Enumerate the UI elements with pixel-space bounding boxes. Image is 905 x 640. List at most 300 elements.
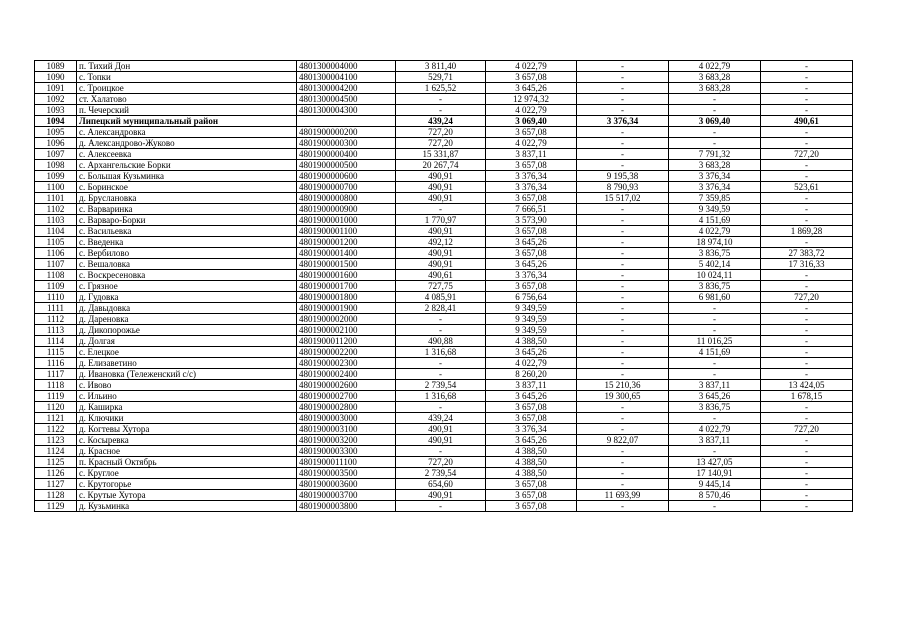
table-row	[35, 270, 853, 281]
value-col-5: -	[761, 127, 853, 138]
row-number: 1126	[35, 468, 77, 479]
value-col-3: -	[577, 204, 669, 215]
value-col-5: -	[761, 204, 853, 215]
table-row	[35, 325, 853, 336]
settlement-name: с. Варваро-Борки	[77, 215, 297, 226]
settlement-name: д. Красное	[77, 446, 297, 457]
table-row	[35, 259, 853, 270]
row-number: 1094	[35, 116, 77, 127]
value-col-3: -	[577, 479, 669, 490]
oktmo-code: 4801900003600	[297, 479, 396, 490]
value-col-3: -	[577, 248, 669, 259]
value-col-4: 7 359,85	[669, 193, 761, 204]
value-col-5: -	[761, 402, 853, 413]
oktmo-code: 4801900002300	[297, 358, 396, 369]
value-col-4: 5 402,14	[669, 259, 761, 270]
settlement-name: с. Боринское	[77, 182, 297, 193]
value-col-4: 9 445,14	[669, 479, 761, 490]
value-col-3: -	[577, 149, 669, 160]
table-row	[35, 215, 853, 226]
row-number: 1118	[35, 380, 77, 391]
value-col-4: 11 016,25	[669, 336, 761, 347]
oktmo-code: 4801300004300	[297, 105, 396, 116]
value-col-2: 4 388,50	[486, 446, 577, 457]
table-row	[35, 347, 853, 358]
value-col-5: -	[761, 61, 853, 72]
value-col-3: -	[577, 61, 669, 72]
value-col-1: -	[396, 402, 486, 413]
oktmo-code: 4801900001500	[297, 259, 396, 270]
value-col-1: 490,91	[396, 171, 486, 182]
value-col-5: -	[761, 303, 853, 314]
value-col-3: -	[577, 127, 669, 138]
value-col-2: 3 376,34	[486, 171, 577, 182]
value-col-3: -	[577, 424, 669, 435]
value-col-2: 3 645,26	[486, 237, 577, 248]
data-sheet	[34, 60, 853, 512]
value-col-4: 3 836,75	[669, 402, 761, 413]
row-number: 1092	[35, 94, 77, 105]
value-col-3: -	[577, 292, 669, 303]
value-col-1: 1 316,68	[396, 391, 486, 402]
value-col-3: -	[577, 281, 669, 292]
value-col-5: 1 869,28	[761, 226, 853, 237]
value-col-5: -	[761, 105, 853, 116]
oktmo-code: 4801900000400	[297, 149, 396, 160]
table-row	[35, 303, 853, 314]
settlement-name: с. Васильевка	[77, 226, 297, 237]
value-col-1: 490,91	[396, 226, 486, 237]
table-row	[35, 292, 853, 303]
table-row	[35, 380, 853, 391]
value-col-1: 727,20	[396, 457, 486, 468]
row-number: 1107	[35, 259, 77, 270]
value-col-3: 19 300,65	[577, 391, 669, 402]
oktmo-code: 4801900002800	[297, 402, 396, 413]
value-col-2: 3 376,34	[486, 182, 577, 193]
value-col-1: 439,24	[396, 413, 486, 424]
value-col-2: 12 974,32	[486, 94, 577, 105]
value-col-1: -	[396, 501, 486, 512]
value-col-2: 7 666,51	[486, 204, 577, 215]
value-col-2: 3 657,08	[486, 413, 577, 424]
row-number: 1112	[35, 314, 77, 325]
value-col-1: 490,91	[396, 490, 486, 501]
value-col-1: 490,91	[396, 193, 486, 204]
value-col-2: 8 260,20	[486, 369, 577, 380]
table-row	[35, 171, 853, 182]
value-col-4: 4 151,69	[669, 347, 761, 358]
table-row	[35, 391, 853, 402]
value-col-3: -	[577, 237, 669, 248]
value-col-3: 9 195,38	[577, 171, 669, 182]
table-row	[35, 446, 853, 457]
value-col-4: -	[669, 138, 761, 149]
settlement-name: с. Круглое	[77, 468, 297, 479]
settlement-name: с. Варваринка	[77, 204, 297, 215]
value-col-4: -	[669, 446, 761, 457]
row-number: 1123	[35, 435, 77, 446]
value-col-5: -	[761, 413, 853, 424]
table-row	[35, 490, 853, 501]
value-col-5: -	[761, 457, 853, 468]
value-col-5: -	[761, 83, 853, 94]
value-col-5: -	[761, 435, 853, 446]
value-col-3: 15 210,36	[577, 380, 669, 391]
settlement-name: с. Большая Кузьминка	[77, 171, 297, 182]
row-number: 1121	[35, 413, 77, 424]
value-col-4: 3 376,34	[669, 171, 761, 182]
value-col-4: 9 349,59	[669, 204, 761, 215]
value-col-2: 3 657,08	[486, 193, 577, 204]
settlement-name: с. Крутогорье	[77, 479, 297, 490]
settlement-name: ст. Халатово	[77, 94, 297, 105]
oktmo-code: 4801900002100	[297, 325, 396, 336]
row-number: 1098	[35, 160, 77, 171]
value-col-5: -	[761, 94, 853, 105]
settlement-name: п. Тихий Дон	[77, 61, 297, 72]
oktmo-code: 4801900001100	[297, 226, 396, 237]
value-col-5: -	[761, 237, 853, 248]
value-col-4: 3 836,75	[669, 248, 761, 259]
value-col-2: 3 069,40	[486, 116, 577, 127]
value-col-4: 3 683,28	[669, 72, 761, 83]
value-col-3: -	[577, 105, 669, 116]
value-col-3: -	[577, 358, 669, 369]
row-number: 1117	[35, 369, 77, 380]
value-col-4: 17 140,91	[669, 468, 761, 479]
value-col-4: 3 376,34	[669, 182, 761, 193]
value-col-2: 3 837,11	[486, 149, 577, 160]
settlement-name: д. Гудовка	[77, 292, 297, 303]
value-col-2: 4 022,79	[486, 105, 577, 116]
value-col-1: 1 625,52	[396, 83, 486, 94]
settlement-name: с. Топки	[77, 72, 297, 83]
value-col-3: -	[577, 94, 669, 105]
value-col-5: -	[761, 281, 853, 292]
value-col-5: -	[761, 138, 853, 149]
value-col-5: 727,20	[761, 292, 853, 303]
value-col-3: -	[577, 270, 669, 281]
row-number: 1111	[35, 303, 77, 314]
value-col-4: 4 022,79	[669, 226, 761, 237]
oktmo-code: 4801900001900	[297, 303, 396, 314]
settlement-name: д. Дикопорожье	[77, 325, 297, 336]
settlement-name: с. Троицкое	[77, 83, 297, 94]
oktmo-code: 4801900001000	[297, 215, 396, 226]
table-row	[35, 94, 853, 105]
value-col-2: 4 022,79	[486, 358, 577, 369]
settlement-name: д. Каширка	[77, 402, 297, 413]
table-row	[35, 435, 853, 446]
value-col-2: 3 657,08	[486, 160, 577, 171]
row-number: 1090	[35, 72, 77, 83]
value-col-5: 490,61	[761, 116, 853, 127]
settlement-name: с. Воскресеновка	[77, 270, 297, 281]
value-col-5: -	[761, 270, 853, 281]
settlement-name: с. Архангельские Борки	[77, 160, 297, 171]
table-row	[35, 281, 853, 292]
value-col-1: 490,88	[396, 336, 486, 347]
value-col-1: 4 085,91	[396, 292, 486, 303]
value-col-1: 727,20	[396, 127, 486, 138]
table-row	[35, 61, 853, 72]
row-number: 1106	[35, 248, 77, 259]
value-col-1: 1 316,68	[396, 347, 486, 358]
table-row	[35, 182, 853, 193]
value-col-4: 3 645,26	[669, 391, 761, 402]
value-col-4: -	[669, 105, 761, 116]
value-col-3: -	[577, 83, 669, 94]
value-col-5: -	[761, 171, 853, 182]
row-number: 1096	[35, 138, 77, 149]
value-col-4: -	[669, 358, 761, 369]
value-col-4: 3 837,11	[669, 435, 761, 446]
value-col-1: -	[396, 369, 486, 380]
value-col-5: -	[761, 314, 853, 325]
row-number: 1120	[35, 402, 77, 413]
value-col-2: 6 756,64	[486, 292, 577, 303]
settlement-name: с. Косыревка	[77, 435, 297, 446]
settlement-name: с. Александровка	[77, 127, 297, 138]
row-number: 1103	[35, 215, 77, 226]
table-row	[35, 105, 853, 116]
value-col-5: -	[761, 501, 853, 512]
oktmo-code: 4801900002000	[297, 314, 396, 325]
settlement-name: д. Ивановка (Тележенский с/с)	[77, 369, 297, 380]
value-col-1: 490,61	[396, 270, 486, 281]
settlement-name: с. Ильино	[77, 391, 297, 402]
value-col-4: -	[669, 369, 761, 380]
value-col-4: 3 069,40	[669, 116, 761, 127]
value-col-3: -	[577, 72, 669, 83]
value-col-3: -	[577, 160, 669, 171]
value-col-4: 10 024,11	[669, 270, 761, 281]
value-col-1: -	[396, 105, 486, 116]
table-row	[35, 369, 853, 380]
value-col-4: -	[669, 94, 761, 105]
value-col-3: -	[577, 468, 669, 479]
value-col-4: -	[669, 325, 761, 336]
oktmo-code: 4801900000600	[297, 171, 396, 182]
settlement-name: д. Когтевы Хутора	[77, 424, 297, 435]
oktmo-code: 4801900000900	[297, 204, 396, 215]
table-body	[35, 61, 853, 512]
settlement-name: с. Крутые Хутора	[77, 490, 297, 501]
table-row	[35, 138, 853, 149]
value-col-4: 13 427,05	[669, 457, 761, 468]
value-col-5: -	[761, 336, 853, 347]
settlement-name: с. Введенка	[77, 237, 297, 248]
value-col-4: 18 974,10	[669, 237, 761, 248]
value-col-5: -	[761, 347, 853, 358]
value-col-3: 3 376,34	[577, 116, 669, 127]
table-row	[35, 457, 853, 468]
value-col-4: 7 791,32	[669, 149, 761, 160]
value-col-5: 17 316,33	[761, 259, 853, 270]
value-col-5: -	[761, 479, 853, 490]
value-col-4: 4 022,79	[669, 61, 761, 72]
value-col-4: -	[669, 303, 761, 314]
tariff-table	[34, 60, 853, 512]
value-col-3: -	[577, 325, 669, 336]
value-col-3: -	[577, 446, 669, 457]
value-col-5: 13 424,05	[761, 380, 853, 391]
row-number: 1116	[35, 358, 77, 369]
value-col-3: -	[577, 413, 669, 424]
value-col-5: 727,20	[761, 424, 853, 435]
value-col-1: 529,71	[396, 72, 486, 83]
oktmo-code: 4801900002400	[297, 369, 396, 380]
row-number: 1105	[35, 237, 77, 248]
oktmo-code: 4801900000700	[297, 182, 396, 193]
table-row	[35, 83, 853, 94]
table-row	[35, 336, 853, 347]
row-number: 1102	[35, 204, 77, 215]
value-col-5: 727,20	[761, 149, 853, 160]
table-row	[35, 424, 853, 435]
table-row	[35, 72, 853, 83]
settlement-name: с. Грязное	[77, 281, 297, 292]
table-row	[35, 226, 853, 237]
table-row	[35, 479, 853, 490]
value-col-1: 727,75	[396, 281, 486, 292]
value-col-1: 3 811,40	[396, 61, 486, 72]
value-col-1: 2 739,54	[396, 380, 486, 391]
value-col-3: -	[577, 314, 669, 325]
value-col-2: 3 657,08	[486, 501, 577, 512]
value-col-4: 4 022,79	[669, 424, 761, 435]
value-col-5: 27 383,72	[761, 248, 853, 259]
row-number: 1119	[35, 391, 77, 402]
value-col-4: -	[669, 314, 761, 325]
row-number: 1095	[35, 127, 77, 138]
oktmo-code: 4801900003100	[297, 424, 396, 435]
value-col-3: 8 790,93	[577, 182, 669, 193]
value-col-2: 3 657,08	[486, 490, 577, 501]
row-number: 1125	[35, 457, 77, 468]
row-number: 1089	[35, 61, 77, 72]
value-col-1: 15 331,87	[396, 149, 486, 160]
value-col-4: 3 837,11	[669, 380, 761, 391]
oktmo-code: 4801900002600	[297, 380, 396, 391]
settlement-name: д. Давыдовка	[77, 303, 297, 314]
value-col-5: -	[761, 160, 853, 171]
row-number: 1104	[35, 226, 77, 237]
value-col-2: 3 657,08	[486, 226, 577, 237]
settlement-name: Липецкий муниципальный район	[77, 116, 297, 127]
value-col-3: -	[577, 336, 669, 347]
oktmo-code: 4801900003700	[297, 490, 396, 501]
oktmo-code: 4801900000300	[297, 138, 396, 149]
value-col-5: -	[761, 358, 853, 369]
row-number: 1101	[35, 193, 77, 204]
table-row	[35, 413, 853, 424]
value-col-5: -	[761, 468, 853, 479]
settlement-name: д. Долгая	[77, 336, 297, 347]
value-col-5: 1 678,15	[761, 391, 853, 402]
value-col-2: 3 376,34	[486, 424, 577, 435]
settlement-name: д. Дареновка	[77, 314, 297, 325]
value-col-1: 727,20	[396, 138, 486, 149]
table-row	[35, 248, 853, 259]
value-col-1: -	[396, 446, 486, 457]
table-row	[35, 237, 853, 248]
value-col-3: -	[577, 457, 669, 468]
oktmo-code: 4801300004100	[297, 72, 396, 83]
value-col-4: -	[669, 127, 761, 138]
row-number: 1100	[35, 182, 77, 193]
value-col-1: -	[396, 358, 486, 369]
value-col-2: 3 573,90	[486, 215, 577, 226]
value-col-1: 2 828,41	[396, 303, 486, 314]
value-col-2: 3 376,34	[486, 270, 577, 281]
row-number: 1122	[35, 424, 77, 435]
value-col-2: 3 657,08	[486, 479, 577, 490]
table-row	[35, 149, 853, 160]
row-number: 1099	[35, 171, 77, 182]
value-col-2: 3 645,26	[486, 391, 577, 402]
table-row	[35, 116, 853, 127]
table-row	[35, 160, 853, 171]
value-col-4: 6 981,60	[669, 292, 761, 303]
value-col-5: -	[761, 446, 853, 457]
oktmo-code: 4801900001800	[297, 292, 396, 303]
oktmo-code: 4801900003800	[297, 501, 396, 512]
oktmo-code: 4801900001600	[297, 270, 396, 281]
value-col-3: -	[577, 369, 669, 380]
value-col-1: 2 739,54	[396, 468, 486, 479]
table-row	[35, 193, 853, 204]
oktmo-code: 4801900003200	[297, 435, 396, 446]
value-col-4: 4 151,69	[669, 215, 761, 226]
value-col-1: 1 770,97	[396, 215, 486, 226]
value-col-1: 439,24	[396, 116, 486, 127]
value-col-2: 9 349,59	[486, 314, 577, 325]
oktmo-code: 4801300004000	[297, 61, 396, 72]
value-col-1: 490,91	[396, 248, 486, 259]
value-col-2: 4 022,79	[486, 138, 577, 149]
row-number: 1097	[35, 149, 77, 160]
value-col-2: 3 657,08	[486, 281, 577, 292]
table-row	[35, 501, 853, 512]
value-col-1: -	[396, 314, 486, 325]
oktmo-code: 4801900000200	[297, 127, 396, 138]
value-col-5: -	[761, 193, 853, 204]
oktmo-code: 4801900003500	[297, 468, 396, 479]
row-number: 1127	[35, 479, 77, 490]
value-col-2: 9 349,59	[486, 303, 577, 314]
settlement-name: д. Елизаветино	[77, 358, 297, 369]
table-row	[35, 358, 853, 369]
value-col-1: 490,91	[396, 182, 486, 193]
row-number: 1109	[35, 281, 77, 292]
value-col-5: -	[761, 490, 853, 501]
value-col-3: -	[577, 259, 669, 270]
oktmo-code	[297, 116, 396, 127]
row-number: 1108	[35, 270, 77, 281]
settlement-name: п. Красный Октябрь	[77, 457, 297, 468]
oktmo-code: 4801900011100	[297, 457, 396, 468]
value-col-2: 3 645,26	[486, 259, 577, 270]
value-col-3: 9 822,07	[577, 435, 669, 446]
value-col-4: 8 570,46	[669, 490, 761, 501]
settlement-name: с. Алексеевка	[77, 149, 297, 160]
table-row	[35, 204, 853, 215]
settlement-name: д. Бруслановка	[77, 193, 297, 204]
value-col-2: 4 388,50	[486, 336, 577, 347]
table-row	[35, 468, 853, 479]
